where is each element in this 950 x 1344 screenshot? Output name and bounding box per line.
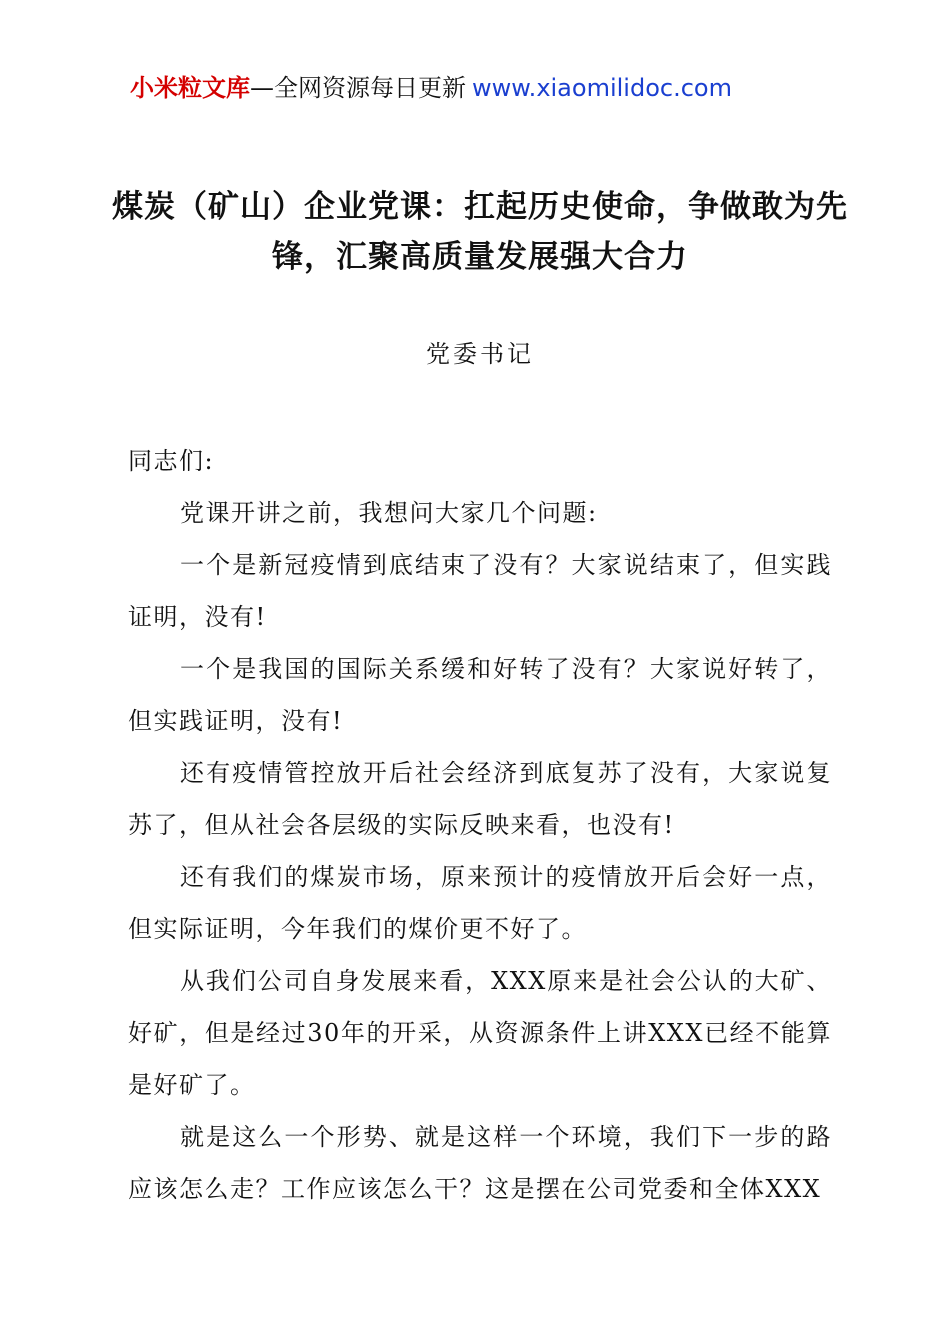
paragraph: 还有我们的煤炭市场，原来预计的疫情放开后会好一点，但实际证明，今年我们的煤价更不好了。 <box>128 863 832 943</box>
paragraph: 就是这么一个形势、就是这样一个环境，我们下一步的路应该怎么走？工作应该怎么干？这是摆在公司党委和全体XXX <box>128 1123 832 1203</box>
paragraph: 一个是我国的国际关系缓和好转了没有？大家说好转了，但实践证明，没有! <box>128 655 832 735</box>
salutation: 同志们: <box>128 447 215 475</box>
brand-name: 小米粒文库 <box>130 74 250 102</box>
document-author: 党委书记 <box>426 340 534 368</box>
paragraph: 党课开讲之前，我想问大家几个问题: <box>180 499 598 527</box>
paragraph: 还有疫情管控放开后社会经济到底复苏了没有，大家说复苏了，但从社会各层级的实际反映来看，也没有! <box>128 759 832 839</box>
paragraph: 一个是新冠疫情到底结束了没有？大家说结束了，但实践证明，没有! <box>128 551 832 631</box>
document-body <box>128 435 832 1215</box>
watermark-header <box>130 72 732 104</box>
paragraph: 从我们公司自身发展来看，XXX原来是社会公认的大矿、好矿，但是经过30年的开采，从资源条件上讲XXX已经不能算是好矿了。 <box>128 967 832 1099</box>
document-title: 煤炭（矿山）企业党课：扛起历史使命，争做敢为先锋，汇聚高质量发展强大合力 <box>112 189 848 275</box>
brand-slogan: —全网资源每日更新 <box>250 74 466 102</box>
site-url: www.xiaomilidoc.com <box>472 74 732 102</box>
